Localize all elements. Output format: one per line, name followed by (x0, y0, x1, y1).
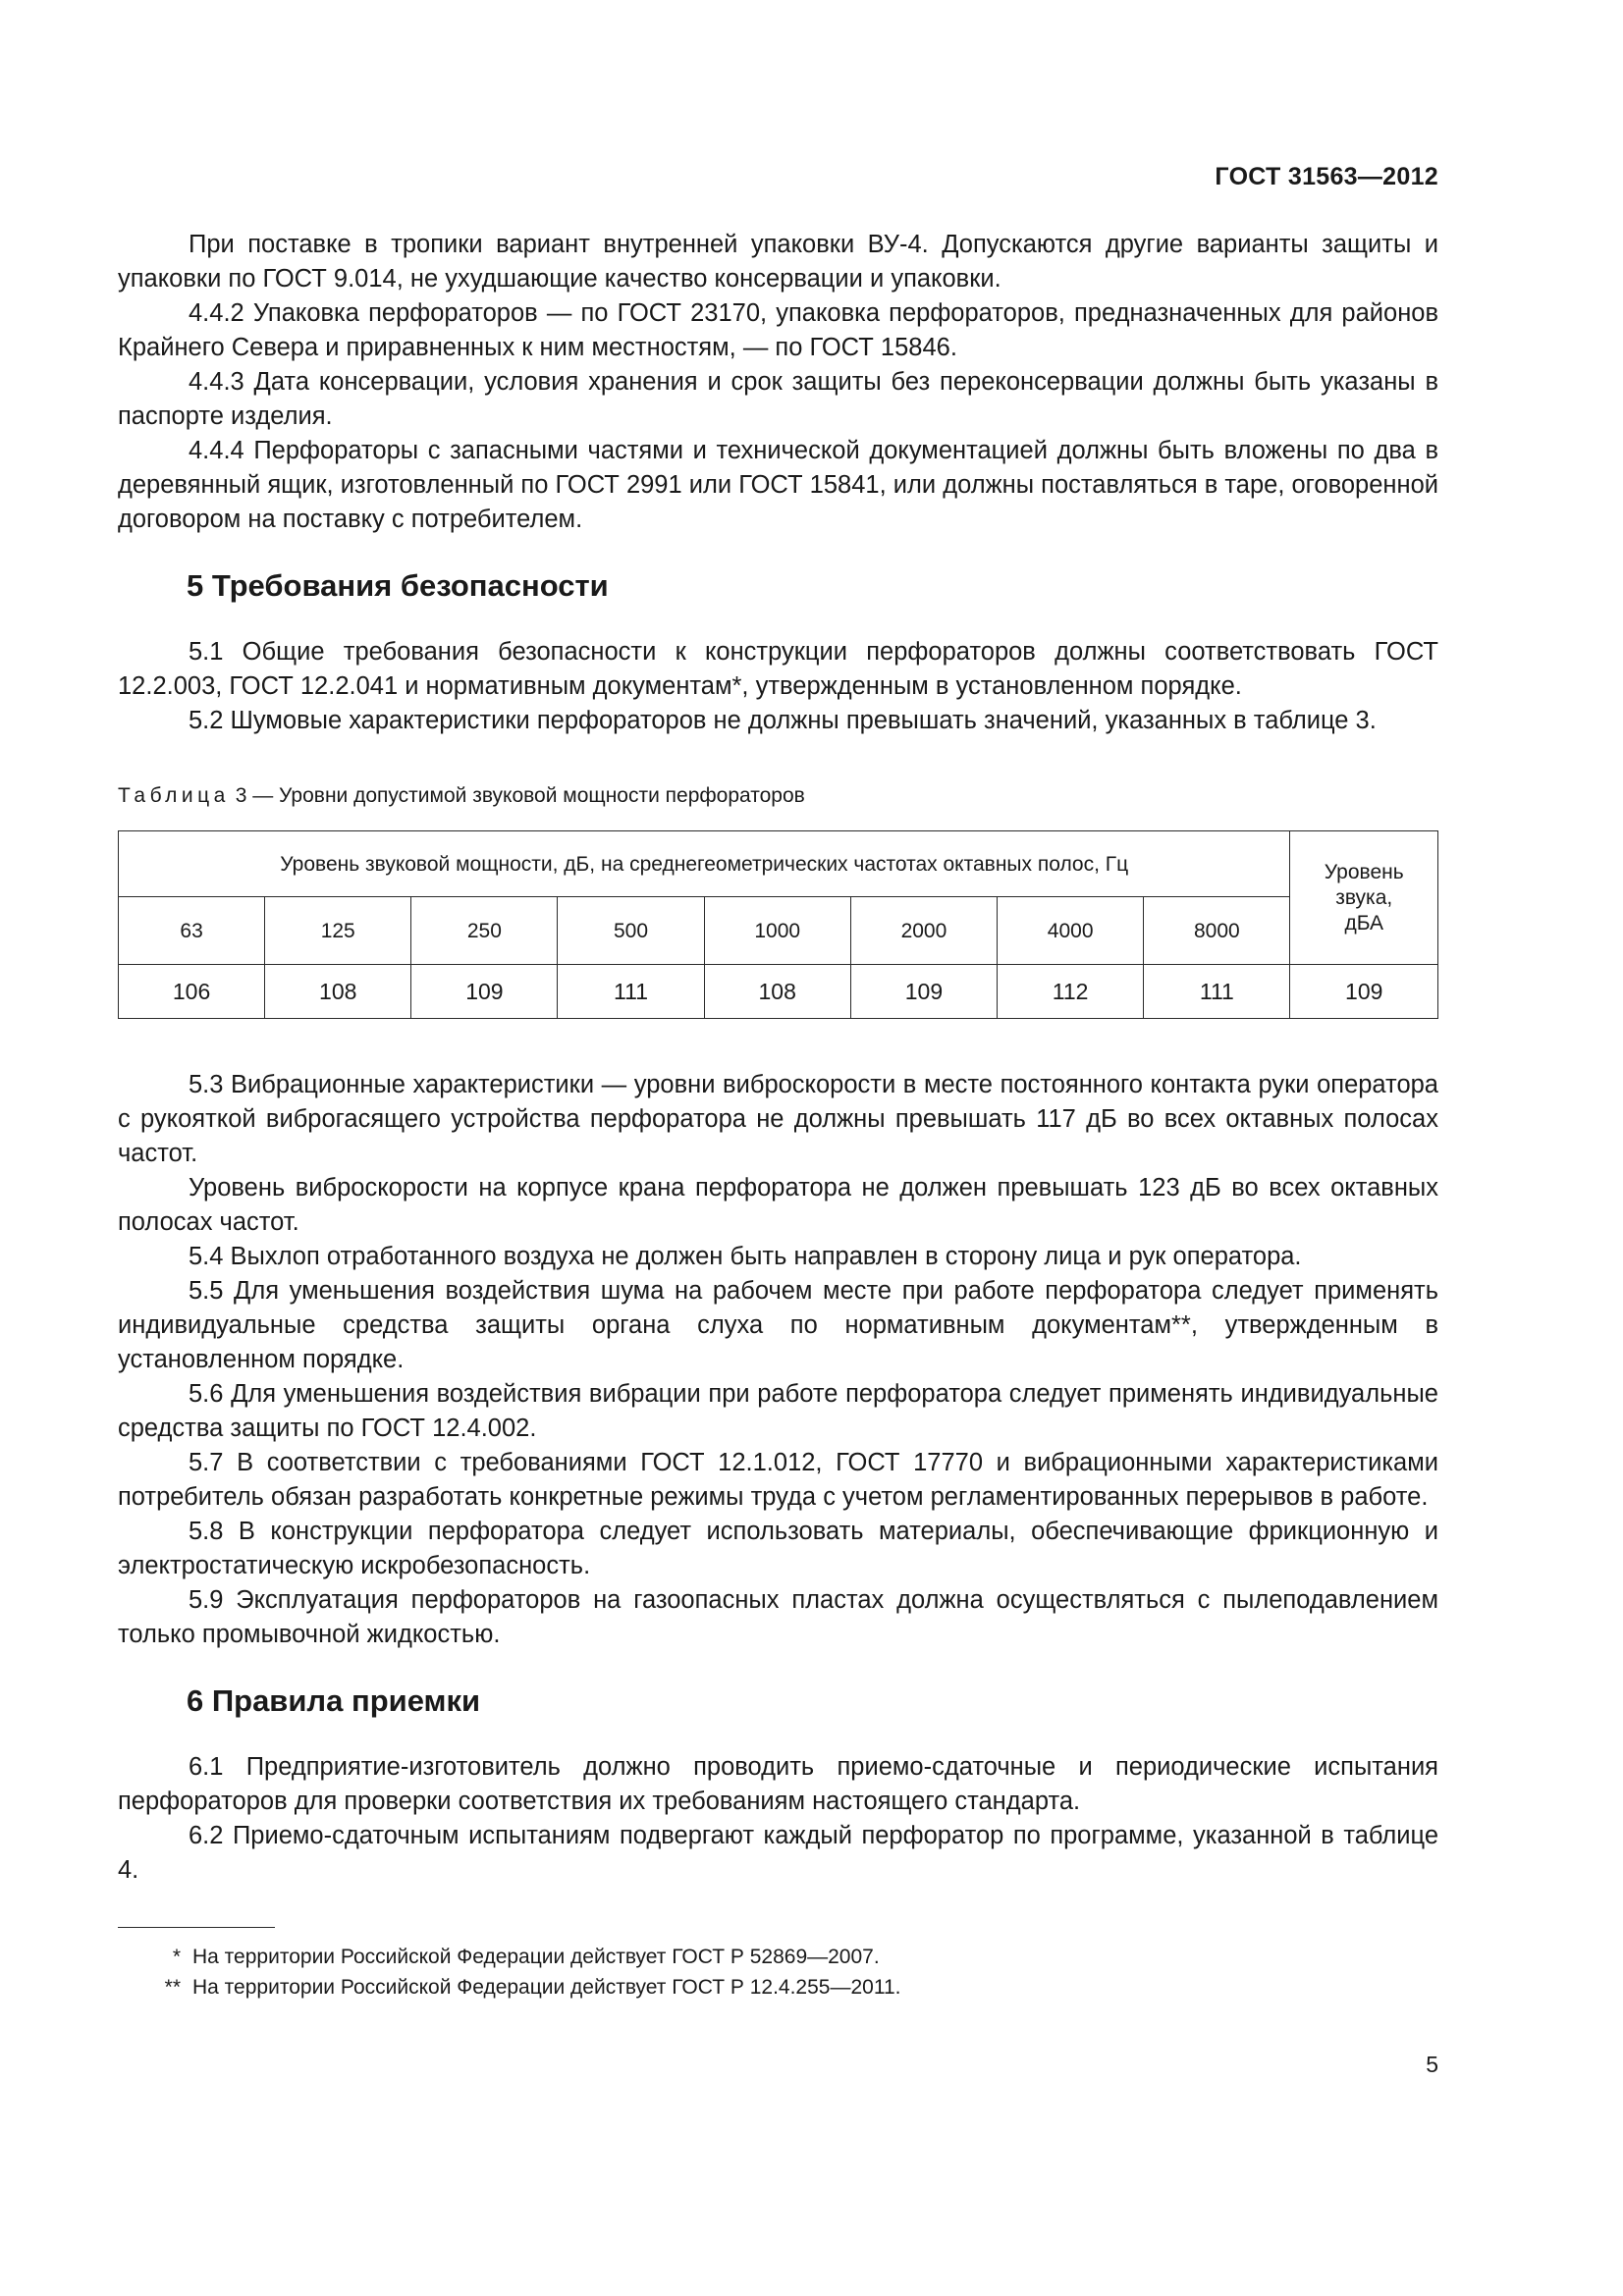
footnote-2 (118, 1972, 1438, 2002)
frequency-cell: 1000 (704, 897, 850, 965)
paragraph-4-4-3: 4.4.3 Дата консервации, условия хранения и срок защиты без переконсервации должны быть указаны в паспорте изделия. (118, 368, 1438, 430)
paragraph-5-5: 5.5 Для уменьшения воздействия шума на рабочем месте при работе перфоратора следует применять индивидуальные средства защиты органа слуха по нормативным документам**, утвержденным в установленном порядке. (118, 1277, 1438, 1373)
frequency-cell: 2000 (850, 897, 997, 965)
paragraph-5-8: 5.8 В конструкции перфоратора следует использовать материалы, обеспечивающие фрикционную и электростатическую искробезопасность. (118, 1518, 1438, 1579)
value-cell: 111 (1144, 965, 1290, 1019)
paragraph-5-1: 5.1 Общие требования безопасности к конструкции перфораторов должны соответствовать ГОСТ 12.2.003, ГОСТ 12.2.041 и нормативным документам*, утвержденным в установленном порядке. (118, 638, 1438, 700)
table-group-header: Уровень звуковой мощности, дБ, на среднегеометрических частотах октавных полос, Гц (119, 831, 1290, 897)
document-code-header: ГОСТ 31563—2012 (1215, 163, 1438, 190)
paragraph-5-9: 5.9 Эксплуатация перфораторов на газоопасных пластах должна осуществляться с пылеподавлением только промывочной жидкостью. (118, 1586, 1438, 1648)
value-cell: 106 (119, 965, 265, 1019)
table-caption-title: 3 — Уровни допустимой звуковой мощности перфораторов (235, 784, 805, 807)
frequency-cell: 500 (558, 897, 704, 965)
footnote-1 (118, 1942, 1438, 1972)
section-5-continued (118, 1068, 1438, 1652)
frequency-cell: 8000 (1144, 897, 1290, 965)
frequency-cell: 250 (411, 897, 558, 965)
value-cell: 108 (265, 965, 411, 1019)
paragraph-4-4-4: 4.4.4 Перфораторы с запасными частями и технической документацией должны быть вложены по два в деревянный ящик, изготовленный по ГОСТ 2991 или ГОСТ 15841, или должны поставляться в таре, оговоренной договором на поставку с потребителем. (118, 437, 1438, 533)
paragraph-5-3-cont: Уровень виброскорости на корпусе крана перфоратора не должен превышать 123 дБ во всех октавных полосах частот. (118, 1174, 1438, 1236)
sound-level-header-line2: звука, (1335, 885, 1393, 909)
paragraph-6-1: 6.1 Предприятие-изготовитель должно проводить приемо-сдаточные и периодические испытания перфораторов для проверки соответствия их требованиям настоящего стандарта. (118, 1753, 1438, 1815)
page-number: 5 (1426, 2052, 1438, 2077)
value-cell: 111 (558, 965, 704, 1019)
paragraph-5-3: 5.3 Вибрационные характеристики — уровни виброскорости в месте постоянного контакта руки оператора с рукояткой виброгасящего устройства перфоратора не должны превышать 117 дБ во всех октавных полосах частот. (118, 1071, 1438, 1167)
table-caption-word: Таблица (118, 784, 230, 807)
table-frequency-row (119, 897, 1438, 965)
paragraph-5-7: 5.7 В соответствии с требованиями ГОСТ 12.1.012, ГОСТ 17770 и вибрационными характеристиками потребитель обязан разработать конкретные режимы труда с учетом регламентированных перерывов в работе. (118, 1449, 1438, 1511)
paragraph-4-4-2: 4.4.2 Упаковка перфораторов — по ГОСТ 23170, упаковка перфораторов, предназначенных для районов Крайнего Севера и приравненных к ним местностям, — по ГОСТ 15846. (118, 299, 1438, 361)
paragraph-5-2: 5.2 Шумовые характеристики перфораторов не должны превышать значений, указанных в таблице 3. (189, 707, 1377, 734)
value-cell: 109 (850, 965, 997, 1019)
value-cell: 109 (1290, 965, 1438, 1019)
section-5-heading: 5 Требования безопасности (187, 568, 609, 603)
table-sound-level-header (1290, 831, 1438, 965)
footnote-mark: ** (164, 1976, 181, 1999)
paragraph-5-6: 5.6 Для уменьшения воздействия вибрации при работе перфоратора следует применять индивидуальные средства защиты по ГОСТ 12.4.002. (118, 1380, 1438, 1442)
paragraph-6-2: 6.2 Приемо-сдаточным испытаниям подвергают каждый перфоратор по программе, указанной в таблице 4. (118, 1822, 1438, 1884)
frequency-cell: 125 (265, 897, 411, 965)
footnote-mark: * (172, 1946, 181, 1968)
section-6-heading: 6 Правила приемки (187, 1683, 481, 1718)
noise-levels-table (118, 830, 1438, 1019)
footnote-text: На территории Российской Федерации действует ГОСТ Р 12.4.255—2011. (192, 1976, 901, 1999)
sound-level-header-line3: дБА (1344, 911, 1384, 934)
value-cell: 112 (998, 965, 1144, 1019)
paragraph-5-4: 5.4 Выхлоп отработанного воздуха не должен быть направлен в сторону лица и рук оператора. (189, 1243, 1302, 1270)
frequency-cell: 4000 (998, 897, 1144, 965)
value-cell: 108 (704, 965, 850, 1019)
table-3-caption (118, 778, 1438, 813)
paragraph-packaging-tropics: При поставке в тропики вариант внутренней упаковки ВУ-4. Допускаются другие варианты защиты и упаковки по ГОСТ 9.014, не ухудшающие качество консервации и упаковки. (118, 231, 1438, 293)
sound-level-header-line1: Уровень (1324, 860, 1404, 883)
document-body (118, 228, 1438, 2002)
frequency-cell: 63 (119, 897, 265, 965)
table-header-row (119, 831, 1438, 897)
footnote-separator (118, 1927, 275, 1928)
footnote-text: На территории Российской Федерации действует ГОСТ Р 52869—2007. (192, 1946, 880, 1968)
value-cell: 109 (411, 965, 558, 1019)
table-values-row (119, 965, 1438, 1019)
